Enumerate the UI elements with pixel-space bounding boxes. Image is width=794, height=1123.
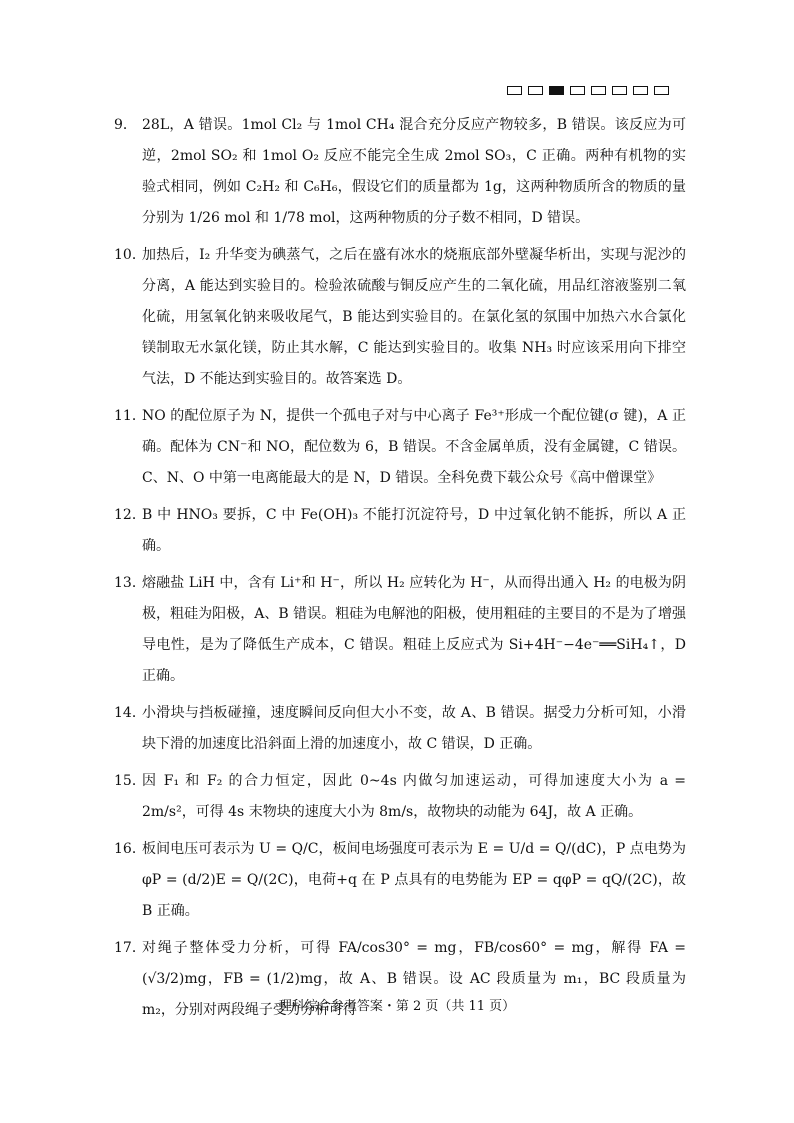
indicator-box-active xyxy=(549,86,564,95)
answer-item xyxy=(114,240,686,395)
item-number: 14． xyxy=(114,705,146,721)
item-number: 12． xyxy=(114,507,146,523)
item-text: 板间电压可表示为 U = Q/C，板间电场强度可表示为 E = U/d = Q/(dC)，P 点电势为 φP = (d/2)E = Q/(2C)，电荷+q 在 P 点具有的电势能为 EP = qφP = qQ/(2C)，故 B 正确。 xyxy=(142,841,686,919)
item-number: 15． xyxy=(114,773,146,789)
page-footer: 理科综合参考答案・第 2 页（共 11 页） xyxy=(278,999,516,1014)
indicator-box xyxy=(528,86,543,95)
item-text: 28L，A 错误。1mol Cl₂ 与 1mol CH₄ 混合充分反应产物较多，B 错误。该反应为可逆，2mol SO₂ 和 1mol O₂ 反应不能完全生成 2mol SO₃，C 正确。两种有机物的实验式相同，例如 C₂H₂ 和 C₆H₆，假设它们的质量都为 1g，这两种物质所含的物质的量分别为 1/26 mol 和 1/78 mol，这两种物质的分子数不相同，D 错误。 xyxy=(142,117,686,226)
answer-item xyxy=(114,568,686,692)
indicator-box xyxy=(591,86,606,95)
answer-item xyxy=(114,698,686,760)
answer-item xyxy=(114,110,686,234)
answer-item xyxy=(114,834,686,927)
item-number: 17． xyxy=(114,940,146,956)
item-text: 加热后，I₂ 升华变为碘蒸气，之后在盛有冰水的烧瓶底部外壁凝华析出，实现与泥沙的分离，A 能达到实验目的。检验浓硫酸与铜反应产生的二氧化硫，用品红溶液鉴别二氧化硫，用氢氧化钠来吸收尾气，B 能达到实验目的。在氯化氢的氛围中加热六水合氯化镁制取无水氯化镁，防止其水解，C 能达到实验目的。收集 NH₃ 时应该采用向下排空气法，D 不能达到实验目的。故答案选 D。 xyxy=(142,247,686,387)
item-text: 小滑块与挡板碰撞，速度瞬间反向但大小不变，故 A、B 错误。据受力分析可知，小滑块下滑的加速度比沿斜面上滑的加速度小，故 C 错误，D 正确。 xyxy=(142,705,686,752)
item-number: 16． xyxy=(114,841,146,857)
item-text: 熔融盐 LiH 中，含有 Li⁺和 H⁻，所以 H₂ 应转化为 H⁻，从而得出通入 H₂ 的电极为阴极，粗硅为阳极，A、B 错误。粗硅为电解池的阳极，使用粗硅的主要目的不是为了增强导电性，是为了降低生产成本，C 错误。粗硅上反应式为 Si+4H⁻−4e⁻══SiH₄↑，D 正确。 xyxy=(142,575,686,684)
indicator-box xyxy=(570,86,585,95)
item-text: B 中 HNO₃ 要拆，C 中 Fe(OH)₃ 不能打沉淀符号，D 中过氧化钠不能拆，所以 A 正确。 xyxy=(142,507,686,554)
indicator-box xyxy=(654,86,669,95)
answer-item xyxy=(114,500,686,562)
page-indicator xyxy=(507,86,669,95)
indicator-box xyxy=(633,86,648,95)
item-text: 因 F₁ 和 F₂ 的合力恒定，因此 0~4s 内做匀加速运动，可得加速度大小为 a = 2m/s²，可得 4s 末物块的速度大小为 8m/s，故物块的动能为 64J，故 A 正确。 xyxy=(142,773,686,820)
indicator-box xyxy=(507,86,522,95)
answer-list xyxy=(114,110,686,1032)
answer-item xyxy=(114,766,686,828)
item-text: NO 的配位原子为 N，提供一个孤电子对与中心离子 Fe³⁺形成一个配位键(σ 键)，A 正确。配体为 CN⁻和 NO，配位数为 6，B 错误。不含金属单质，没有金属键，C 错误。C、N、O 中第一电离能最大的是 N，D 错误。全科免费下载公众号《高中僧课堂》 xyxy=(142,408,686,486)
item-number: 13． xyxy=(114,575,146,591)
answer-item xyxy=(114,401,686,494)
item-number: 9． xyxy=(114,117,137,133)
item-text: 对绳子整体受力分析，可得 FA/cos30° = mg，FB/cos60° = mg，解得 FA = (√3/2)mg，FB = (1/2)mg，故 A、B 错误。设 AC 段质量为 m₁，BC 段质量为 m₂，分别对两段绳子受力分析可得 xyxy=(142,940,686,1018)
item-number: 11． xyxy=(114,408,146,424)
item-number: 10． xyxy=(114,247,146,263)
indicator-box xyxy=(612,86,627,95)
